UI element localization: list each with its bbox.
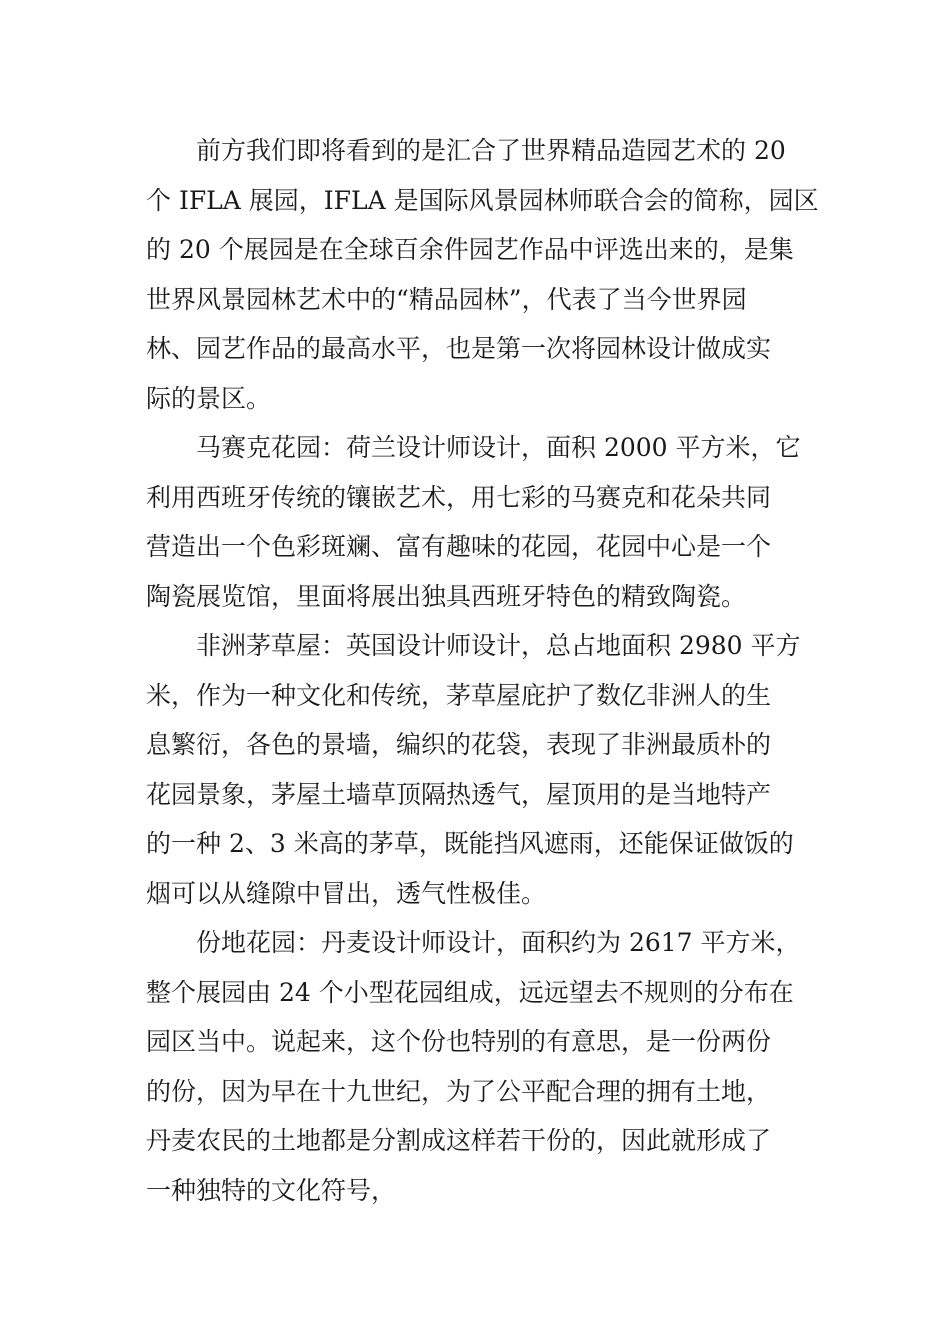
text-line: 的份，因为早在十九世纪，为了公平配合理的拥有土地， xyxy=(146,1076,772,1106)
text-line: 的一种 2、3 米高的茅草，既能挡风遮雨，还能保证做饭的 xyxy=(146,829,794,858)
paragraph-african-hut xyxy=(146,621,810,918)
text-line: 整个展园由 24 个小型花园组成，远远望去不规则的分布在 xyxy=(146,977,794,1007)
text-line: 利用西班牙传统的镶嵌艺术，用七彩的马赛克和花朵共同 xyxy=(146,482,772,512)
text-line: 非洲茅草屋：英国设计师设计，总占地面积 2980 平方 xyxy=(196,631,801,660)
text-line: 营造出一个色彩斑斓、富有趣味的花园，花园中心是一个 xyxy=(146,532,772,561)
text-line: 一种独特的文化符号， xyxy=(146,1175,397,1205)
document-body xyxy=(146,126,819,1215)
text-line: 个 IFLA 展园，IFLA 是国际风景园林师联合会的简称，园区 xyxy=(146,185,819,215)
text-line: 马赛克花园：荷兰设计师设计，面积 2000 平方米，它 xyxy=(196,433,801,462)
text-line: 烟可以从缝隙中冒出，透气性极佳。 xyxy=(146,878,547,908)
text-line: 的 20 个展园是在全球百余件园艺作品中评选出来的，是集 xyxy=(146,235,794,264)
text-line: 林、园艺作品的最高水平，也是第一次将园林设计做成实 xyxy=(146,334,772,363)
text-line: 园区当中。说起来，这个份也特别的有意思，是一份两份 xyxy=(146,1027,772,1056)
text-line: 花园景象，茅屋土墙草顶隔热透气，屋顶用的是当地特产 xyxy=(146,779,772,809)
text-line: 陶瓷展览馆，里面将展出独具西班牙特色的精致陶瓷。 xyxy=(146,581,747,611)
text-line: 际的景区。 xyxy=(146,383,272,413)
paragraph-ifla-intro xyxy=(146,126,819,423)
text-line: 息繁衍，各色的景墙，编织的花袋，表现了非洲最质朴的 xyxy=(146,730,772,759)
text-line: 丹麦农民的土地都是分割成这样若干份的，因此就形成了 xyxy=(146,1126,772,1155)
text-line: 米，作为一种文化和传统，茅草屋庇护了数亿非洲人的生 xyxy=(146,680,772,710)
paragraph-allotment-garden xyxy=(146,918,810,1215)
text-line: 份地花园：丹麦设计师设计，面积约为 2617 平方米， xyxy=(196,928,801,957)
text-line: 世界风景园林艺术中的“精品园林”，代表了当今世界园 xyxy=(146,284,747,314)
text-line: 前方我们即将看到的是汇合了世界精品造园艺术的 20 xyxy=(196,136,786,165)
paragraph-mosaic-garden xyxy=(146,423,810,621)
